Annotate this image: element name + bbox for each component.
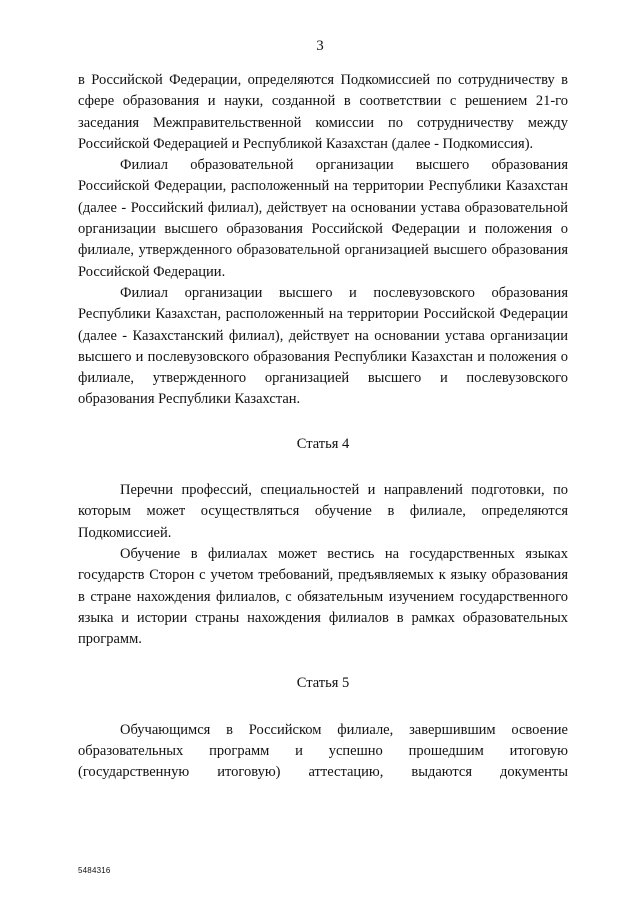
article-4-heading: Статья 4 [296, 435, 350, 452]
page-number: 3 [316, 38, 324, 54]
paragraph-graduates-documents: Обучающимся в Российском филиале, завершившим освоение образовательных программ и успешно прошедшим итоговую (государственную итоговую) аттестацию, выдаются документы [78, 721, 568, 781]
paragraph-professions-list: Перечни профессий, специальностей и направлений подготовки, по которым может осуществляться обучение в филиале, определяются Подкомиссией. [78, 482, 568, 541]
document-body [78, 70, 568, 784]
article-5-heading: Статья 5 [296, 675, 350, 692]
paragraph-languages: Обучение в филиалах может вестись на государственных языках государств Сторон с учетом требований, предъявляемых к языку образования в стране нахождения филиалов, с обязательным изучением государственного языка и истории страны нахождения филиалов в рамках образовательных программ. [78, 545, 568, 648]
document-code: 5484316 [78, 866, 111, 875]
paragraph-continuation: в Российской Федерации, определяются Подкомиссией по сотрудничеству в сфере образования и науки, созданной в соответствии с решением 21-го заседания Межправительственной комиссии по сотрудничеству между Российской Федерацией и Республикой Казахстан (далее - Подкомиссия). [78, 72, 568, 152]
paragraph-russian-branch: Филиал образовательной организации высшего образования Российской Федерации, расположенный на территории Республики Казахстан (далее - Российский филиал), действует на основании устава образовательной организации высшего образования Российской Федерации и положения о филиале, утвержденного образовательной организацией высшего образования Российской Федерации. [78, 157, 568, 280]
paragraph-kazakhstan-branch: Филиал организации высшего и послевузовского образования Республики Казахстан, расположенный на территории Российской Федерации (далее - Казахстанский филиал), действует на основании устава организации высшего и послевузовского образования Республики Казахстан и положения о филиале, утвержденного организацией высшего и послевузовского образования Республики Казахстан. [78, 284, 568, 408]
